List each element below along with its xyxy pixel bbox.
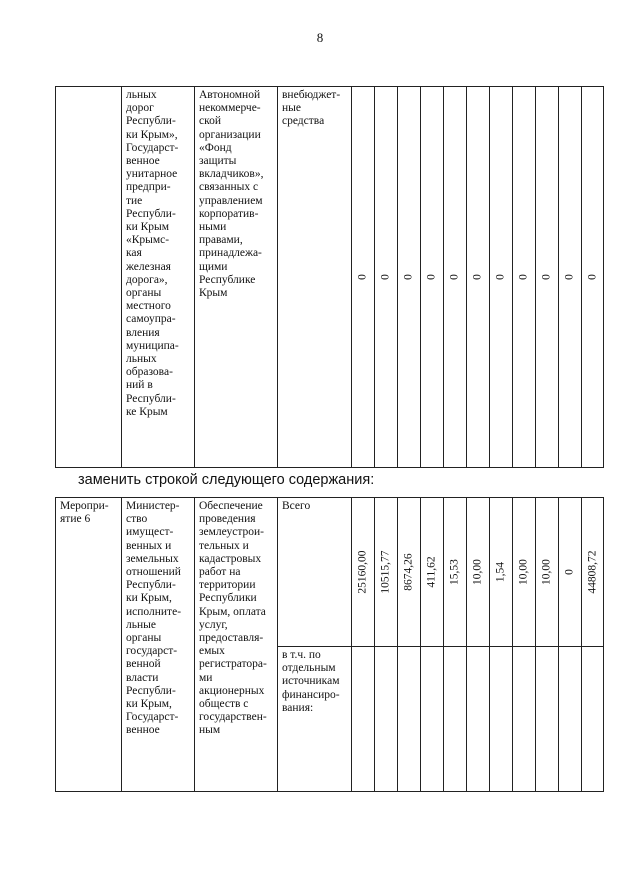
executor-cell: льных дорог Республи- ки Крым», Государст- венное унитарное предпри- тие Республи- ки Крым «Крымс- кая железная дорога», органы местного самоупра- вления муниципа- льных образова- ний в Республи- ке Крым [122, 87, 195, 468]
value-cell [582, 647, 604, 792]
measure-cell: Меропри- ятие 6 [56, 498, 122, 792]
value-cell [536, 647, 559, 792]
table-replacement [55, 497, 604, 792]
value-cell: 10,00 [536, 498, 559, 647]
source-detail-cell: в т.ч. по отдельным источникам финансиро- вания: [278, 647, 352, 792]
value-cell: 0 [398, 87, 421, 468]
value-cell: 10,00 [513, 498, 536, 647]
source-cell: внебюджет- ные средства [278, 87, 352, 468]
table-continuation [55, 86, 604, 468]
value-cell: 8674,26 [398, 498, 421, 647]
value-cell: 0 [444, 87, 467, 468]
description-cell: Обеспечение проведения землеустрои- тельных и кадастровых работ на территории Республики Крым, оплата услуг, предоставля- емых регистратора- ми акционерных обществ с государствен- ным [195, 498, 278, 792]
value-cell [513, 647, 536, 792]
value-cell [559, 647, 582, 792]
measure-cell [56, 87, 122, 468]
executor-cell: Министер- ство имущест- венных и земельных отношений Республи- ки Крым, исполните- льные органы государст- венной власти Республи- ки Крым, Государст- венное [122, 498, 195, 792]
value-cell: 0 [490, 87, 513, 468]
value-cell [398, 647, 421, 792]
value-cell: 0 [582, 87, 604, 468]
value-cell: 0 [559, 87, 582, 468]
value-cell: 0 [559, 498, 582, 647]
value-cell [352, 647, 375, 792]
source-total-cell: Всего [278, 498, 352, 647]
value-cell: 10515,77 [375, 498, 398, 647]
value-cell: 10,00 [467, 498, 490, 647]
value-cell: 0 [352, 87, 375, 468]
page-number: 8 [316, 30, 324, 45]
value-cell: 0 [421, 87, 444, 468]
value-cell: 0 [467, 87, 490, 468]
value-cell: 44808,72 [582, 498, 604, 647]
value-cell [490, 647, 513, 792]
value-cell: 15,53 [444, 498, 467, 647]
value-cell: 25160,00 [352, 498, 375, 647]
value-cell: 1,54 [490, 498, 513, 647]
value-cell [375, 647, 398, 792]
value-cell [421, 647, 444, 792]
value-cell: 0 [375, 87, 398, 468]
value-cell: 411,62 [421, 498, 444, 647]
value-cell: 0 [513, 87, 536, 468]
description-cell: Автономной некоммерче- ской организации «Фонд защиты вкладчиков», связанных с управлением корпоратив- ными правами, принадлежа- щими Республике Крым [195, 87, 278, 468]
value-cell: 0 [536, 87, 559, 468]
replacement-caption: заменить строкой следующего содержания: [78, 472, 375, 488]
value-cell [444, 647, 467, 792]
value-cell [467, 647, 490, 792]
